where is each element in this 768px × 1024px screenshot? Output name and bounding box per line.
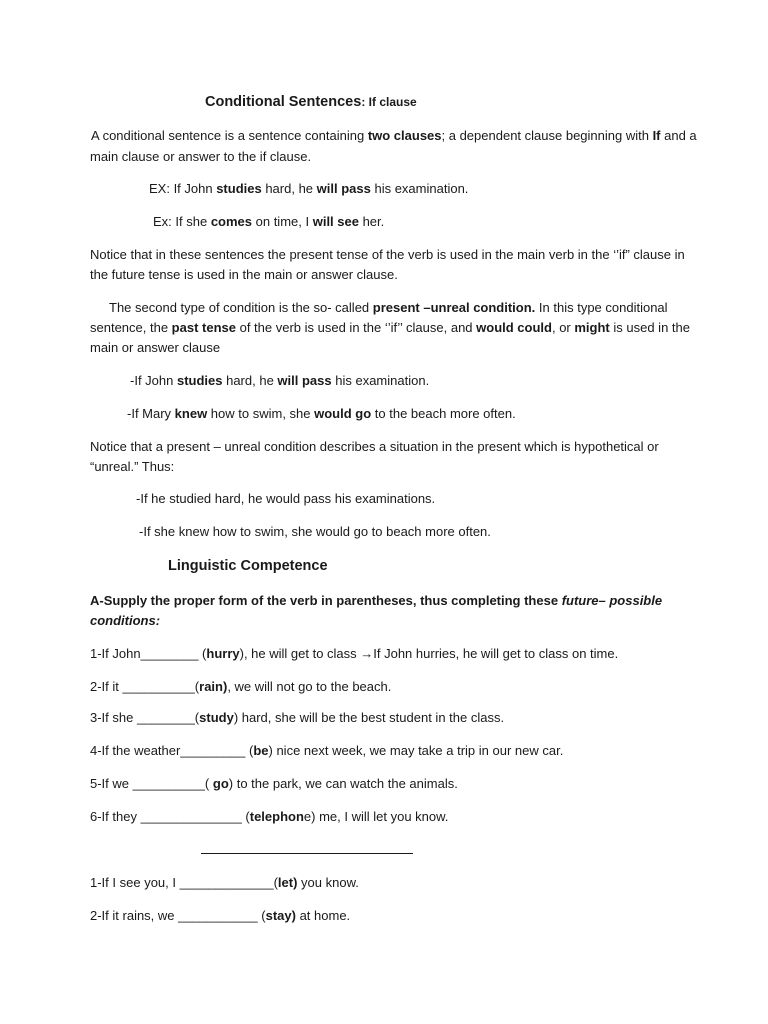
example-6: -If she knew how to swim, she would go to beach more often. (139, 524, 491, 539)
notice-1-line-1: Notice that in these sentences the present tense of the verb is used in the main verb in the ‘’if” clause in (90, 247, 685, 262)
example-3: -If John studies hard, he will pass his examination. (130, 373, 430, 388)
exercise-item: 1-If I see you, I _____________(let) you know. (90, 875, 359, 890)
example-4: -If Mary knew how to swim, she would go to the beach more often. (127, 406, 516, 421)
intro-line-1: A conditional sentence is a sentence containing two clauses; a dependent clause beginning with If and a (91, 128, 697, 143)
second-type-line-3: main or answer clause (90, 340, 221, 355)
exercise-item: 4-If the weather_________ (be) nice next week, we may take a trip in our new car. (90, 743, 564, 758)
document-title: Conditional Sentences: If clause (205, 94, 417, 110)
exercise-item: 1-If John________ (hurry), he will get to class →If John hurries, he will get to class on time. (90, 646, 619, 661)
intro-line-2: main clause or answer to the if clause. (90, 149, 312, 164)
notice-2-line-1: Notice that a present – unreal condition describes a situation in the present which is hypothetical or (90, 439, 659, 454)
example-2: Ex: If she comes on time, I will see her. (153, 214, 385, 229)
notice-2-line-2: “unreal.” Thus: (90, 459, 175, 474)
example-5: -If he studied hard, he would pass his examinations. (136, 491, 436, 506)
exercise-item: 2-If it rains, we ___________ (stay) at home. (90, 908, 351, 923)
second-type-line-2: sentence, the past tense of the verb is used in the ‘’if’’ clause, and would could, or might is used in the (90, 320, 690, 335)
section-heading: Linguistic Competence (168, 558, 328, 574)
exercise-item: 3-If she ________(study) hard, she will be the best student in the class. (90, 710, 505, 725)
instruction-line-2: conditions: (90, 613, 161, 628)
title-subtitle: If clause (368, 95, 417, 109)
second-type-line-1: The second type of condition is the so- called present –unreal condition. In this type conditional (109, 300, 668, 315)
exercise-item: 2-If it __________(rain), we will not go to the beach. (90, 679, 392, 694)
notice-1-line-2: the future tense is used in the main or answer clause. (90, 267, 398, 282)
example-1: EX: If John studies hard, he will pass his examination. (149, 181, 469, 196)
exercise-item: 5-If we __________( go) to the park, we can watch the animals. (90, 776, 458, 791)
section-divider (201, 853, 413, 854)
instruction-line-1: A-Supply the proper form of the verb in parentheses, thus completing these future– possible (90, 593, 663, 608)
exercise-item: 6-If they ______________ (telephone) me, I will let you know. (90, 809, 449, 824)
